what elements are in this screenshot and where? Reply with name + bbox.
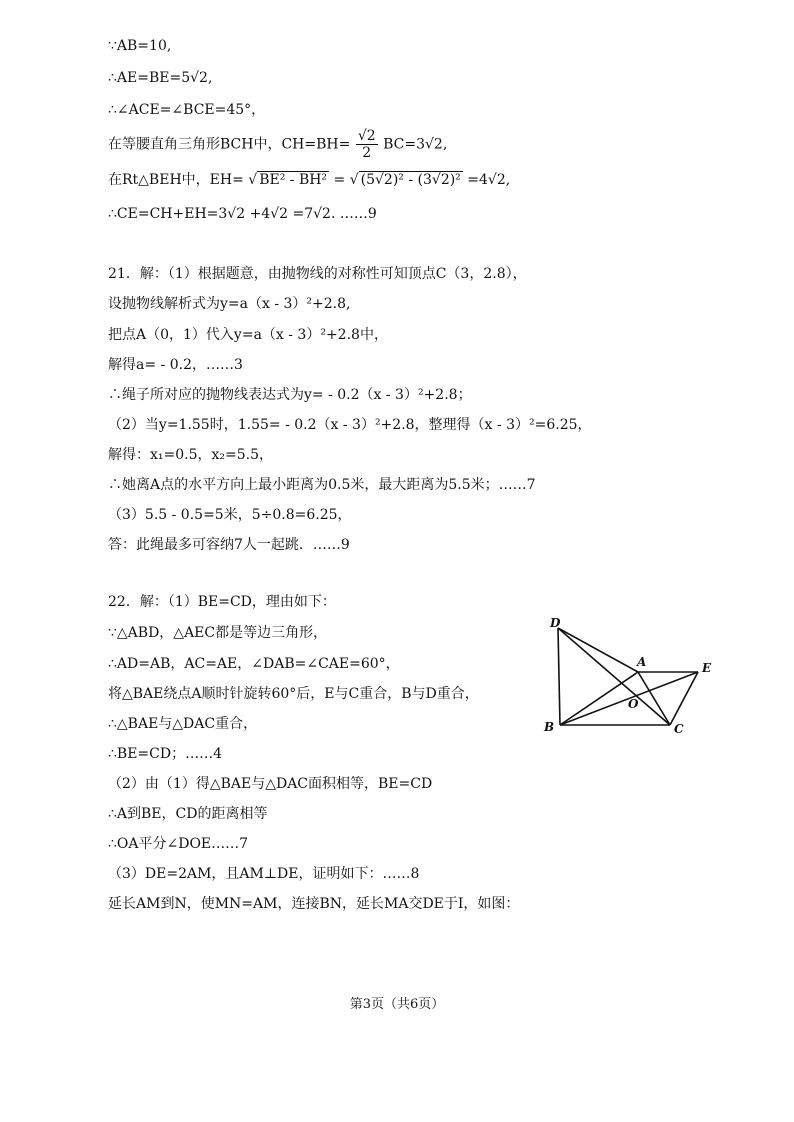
line-2: ∴AE=BE=5√2, [108, 70, 213, 86]
line-6: ∴CE=CH+EH=3√2 +4√2 =7√2. ……9 [108, 206, 377, 222]
line-q22-8: ∴A到BE，CD的距离相等 [108, 806, 268, 822]
segment-da [558, 628, 638, 672]
line-4-text: 在等腰直角三角形BCH中，CH=BH= [108, 136, 351, 153]
fraction [356, 128, 378, 161]
point-label-c: C [674, 722, 684, 736]
segment-ba [560, 672, 638, 725]
line-q22-10: （3）DE=2AM，且AM⊥DE，证明如下：……8 [108, 866, 420, 882]
line-q22-4: 将△BAE绕点A顺时针旋转60°后，E与C重合，B与D重合， [108, 686, 479, 702]
line-4-tail: BC=3√2, [383, 136, 448, 153]
line-q21-6: （2）当y=1.55时，1.55= - 0.2（x - 3）²+2.8，整理得（x - 3）²=6.25， [108, 417, 592, 433]
point-label-d: D [550, 616, 561, 630]
line-q21: 21．解：（1）根据题意，由抛物线的对称性可知顶点C（3，2.8）， [108, 266, 527, 282]
line-5: 在Rt△BEH中，EH= √ BE² - BH² = √ (5√2)² - (3√2)² =4√2, [108, 172, 511, 188]
line-q22-2: ∵△ABD，△AEC都是等边三角形， [108, 625, 328, 641]
point-label-e: E [702, 661, 712, 675]
sqrt-sign-2: √ [349, 172, 359, 188]
line-q21-5: ∴绳子所对应的抛物线表达式为y= - 0.2（x - 3）²+2.8； [108, 387, 472, 403]
line-q21-8: ∴她离A点的水平方向上最小距离为0.5米，最大距离为5.5米；……7 [108, 477, 536, 493]
sqrt-content-1: BE² - BH² [259, 172, 328, 188]
point-label-b: B [544, 720, 555, 734]
sqrt-sign: √ [248, 172, 258, 188]
line-q22-3: ∴AD=AB，AC=AE，∠DAB=∠CAE=60°， [108, 656, 400, 672]
line-q22-6: ∴BE=CD；……4 [108, 746, 222, 762]
line-q21-9: （3）5.5 - 0.5=5米，5÷0.8=6.25， [108, 507, 352, 523]
line-q22-9: ∴OA平分∠DOE……7 [108, 836, 249, 852]
line-q21-10: 答：此绳最多可容纳7人一起跳．……9 [108, 537, 350, 553]
line-q22-11: 延长AM到N，使MN=AM，连接BN，延长MA交DE于I，如图： [108, 896, 520, 912]
line-q21-2: 设抛物线解析式为y=a（x - 3）²+2.8, [108, 296, 351, 312]
line-q22: 22．解：（1）BE=CD，理由如下： [108, 594, 336, 610]
point-label-o: O [628, 697, 639, 711]
segment-dc [558, 628, 670, 725]
page-footer: 第3页（共6页） [349, 997, 445, 1012]
sqrt-content-2: (5√2)² - (3√2)² [360, 172, 461, 188]
line-q22-5: ∴△BAE与△DAC重合， [108, 716, 258, 732]
line-3: ∴∠ACE=∠BCE=45°， [108, 102, 266, 118]
line-4 [108, 128, 447, 161]
line-5-text: 在Rt△BEH中，EH= [108, 172, 244, 188]
segment-db [558, 628, 560, 725]
line-q21-3: 把点A（0，1）代入y=a（x - 3）²+2.8中， [108, 327, 388, 343]
fraction-numerator: √2 [357, 128, 376, 144]
line-1: ∵AB=10, [108, 38, 172, 54]
line-5-tail: =4√2, [467, 172, 511, 188]
point-label-a: A [637, 655, 647, 669]
fraction-denominator: 2 [362, 145, 372, 161]
segment-ec [670, 672, 698, 725]
line-q21-7: 解得：x₁=0.5，x₂=5.5， [108, 447, 274, 463]
line-q22-7: （2）由（1）得△BAE与△DAC面积相等，BE=CD [108, 776, 433, 792]
geometry-figure [540, 615, 720, 740]
line-q21-4: 解得a= - 0.2，……3 [108, 357, 243, 373]
segment-ac [638, 672, 670, 725]
